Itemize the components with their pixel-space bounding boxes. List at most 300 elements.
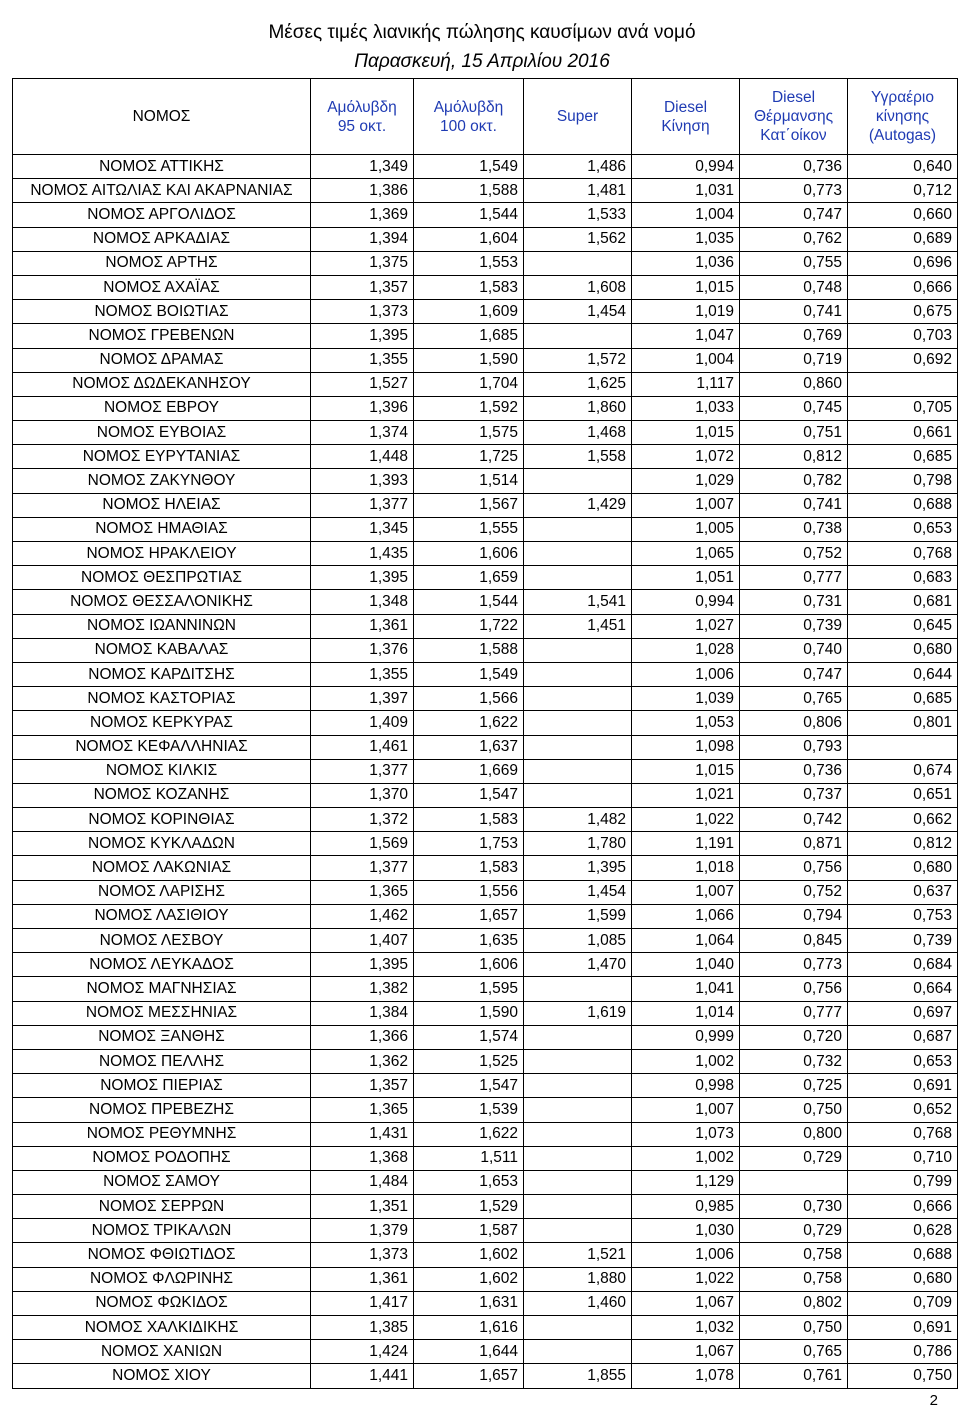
- cell-autogas: 0,712: [848, 179, 958, 203]
- cell-nomos-name: ΝΟΜΟΣ ΡΕΘΥΜΝΗΣ: [13, 1122, 311, 1146]
- cell-nomos-name: ΝΟΜΟΣ ΛΕΥΚΑΔΟΣ: [13, 953, 311, 977]
- table-row: [13, 614, 958, 638]
- cell-unleaded-100: 1,549: [414, 662, 524, 686]
- cell-unleaded-95: 1,397: [311, 687, 414, 711]
- cell-unleaded-100: 1,606: [414, 953, 524, 977]
- table-row: [13, 1170, 958, 1194]
- cell-nomos-name: ΝΟΜΟΣ ΚΕΦΑΛΛΗΝΙΑΣ: [13, 735, 311, 759]
- cell-nomos-name: ΝΟΜΟΣ ΣΑΜΟΥ: [13, 1170, 311, 1194]
- cell-autogas: 0,692: [848, 348, 958, 372]
- cell-unleaded-100: 1,583: [414, 856, 524, 880]
- cell-autogas: 0,661: [848, 421, 958, 445]
- cell-autogas: 0,666: [848, 1195, 958, 1219]
- cell-diesel-heating: 0,730: [740, 1195, 848, 1219]
- cell-autogas: 0,644: [848, 662, 958, 686]
- cell-autogas: 0,651: [848, 783, 958, 807]
- cell-unleaded-100: 1,602: [414, 1267, 524, 1291]
- cell-super: 1,860: [524, 396, 632, 420]
- table-row: [13, 179, 958, 203]
- cell-diesel-motion: 1,065: [632, 542, 740, 566]
- cell-unleaded-95: 1,374: [311, 421, 414, 445]
- table-row: [13, 759, 958, 783]
- cell-unleaded-100: 1,553: [414, 251, 524, 275]
- cell-super: 1,395: [524, 856, 632, 880]
- cell-super: 1,599: [524, 904, 632, 928]
- cell-nomos-name: ΝΟΜΟΣ ΗΡΑΚΛΕΙΟΥ: [13, 542, 311, 566]
- cell-diesel-heating: 0,762: [740, 227, 848, 251]
- cell-unleaded-100: 1,685: [414, 324, 524, 348]
- cell-nomos-name: ΝΟΜΟΣ ΠΕΛΛΗΣ: [13, 1049, 311, 1073]
- table-row: [13, 1243, 958, 1267]
- cell-unleaded-100: 1,511: [414, 1146, 524, 1170]
- cell-nomos-name: ΝΟΜΟΣ ΚΙΛΚΙΣ: [13, 759, 311, 783]
- cell-unleaded-95: 1,569: [311, 832, 414, 856]
- cell-diesel-heating: 0,860: [740, 372, 848, 396]
- cell-nomos-name: ΝΟΜΟΣ ΞΑΝΘΗΣ: [13, 1025, 311, 1049]
- cell-unleaded-100: 1,753: [414, 832, 524, 856]
- cell-nomos-name: ΝΟΜΟΣ ΦΛΩΡΙΝΗΣ: [13, 1267, 311, 1291]
- cell-unleaded-100: 1,657: [414, 904, 524, 928]
- cell-unleaded-95: 1,366: [311, 1025, 414, 1049]
- table-row: [13, 662, 958, 686]
- table-row: [13, 977, 958, 1001]
- cell-super: [524, 1025, 632, 1049]
- cell-diesel-heating: 0,800: [740, 1122, 848, 1146]
- cell-unleaded-100: 1,622: [414, 1122, 524, 1146]
- cell-unleaded-95: 1,394: [311, 227, 414, 251]
- cell-nomos-name: ΝΟΜΟΣ ΛΕΣΒΟΥ: [13, 929, 311, 953]
- cell-autogas: 0,750: [848, 1364, 958, 1388]
- cell-super: [524, 711, 632, 735]
- table-row: [13, 590, 958, 614]
- table-row: [13, 445, 958, 469]
- table-row: [13, 880, 958, 904]
- table-row: [13, 155, 958, 179]
- cell-autogas: 0,753: [848, 904, 958, 928]
- cell-diesel-motion: 1,053: [632, 711, 740, 735]
- cell-diesel-heating: 0,741: [740, 493, 848, 517]
- cell-autogas: 0,687: [848, 1025, 958, 1049]
- cell-diesel-motion: 1,129: [632, 1170, 740, 1194]
- cell-unleaded-95: 1,373: [311, 1243, 414, 1267]
- cell-super: [524, 977, 632, 1001]
- cell-autogas: 0,683: [848, 566, 958, 590]
- cell-diesel-heating: 0,747: [740, 662, 848, 686]
- cell-diesel-motion: 1,040: [632, 953, 740, 977]
- cell-diesel-motion: 1,029: [632, 469, 740, 493]
- cell-nomos-name: ΝΟΜΟΣ ΛΑΣΙΘΙΟΥ: [13, 904, 311, 928]
- cell-diesel-heating: 0,758: [740, 1243, 848, 1267]
- cell-unleaded-100: 1,539: [414, 1098, 524, 1122]
- cell-unleaded-100: 1,575: [414, 421, 524, 445]
- cell-super: [524, 1049, 632, 1073]
- cell-diesel-motion: 1,098: [632, 735, 740, 759]
- cell-unleaded-100: 1,635: [414, 929, 524, 953]
- cell-diesel-heating: 0,773: [740, 953, 848, 977]
- cell-autogas: 0,640: [848, 155, 958, 179]
- cell-diesel-heating: 0,756: [740, 856, 848, 880]
- table-row: [13, 856, 958, 880]
- cell-unleaded-100: 1,704: [414, 372, 524, 396]
- cell-nomos-name: ΝΟΜΟΣ ΑΡΓΟΛΙΔΟΣ: [13, 203, 311, 227]
- cell-diesel-heating: 0,752: [740, 542, 848, 566]
- cell-diesel-motion: 1,006: [632, 662, 740, 686]
- cell-unleaded-95: 1,407: [311, 929, 414, 953]
- cell-unleaded-95: 1,409: [311, 711, 414, 735]
- cell-unleaded-100: 1,587: [414, 1219, 524, 1243]
- cell-diesel-motion: 1,015: [632, 275, 740, 299]
- cell-super: 1,481: [524, 179, 632, 203]
- cell-unleaded-100: 1,669: [414, 759, 524, 783]
- cell-diesel-motion: 1,064: [632, 929, 740, 953]
- cell-nomos-name: ΝΟΜΟΣ ΕΥΡΥΤΑΝΙΑΣ: [13, 445, 311, 469]
- cell-diesel-motion: 1,047: [632, 324, 740, 348]
- cell-autogas: 0,801: [848, 711, 958, 735]
- cell-super: 1,558: [524, 445, 632, 469]
- cell-autogas: 0,674: [848, 759, 958, 783]
- cell-diesel-heating: 0,765: [740, 1340, 848, 1364]
- cell-nomos-name: ΝΟΜΟΣ ΚΕΡΚΥΡΑΣ: [13, 711, 311, 735]
- cell-diesel-motion: 1,014: [632, 1001, 740, 1025]
- cell-super: [524, 566, 632, 590]
- table-row: [13, 687, 958, 711]
- cell-diesel-motion: 1,007: [632, 493, 740, 517]
- cell-unleaded-95: 1,484: [311, 1170, 414, 1194]
- cell-unleaded-95: 1,395: [311, 324, 414, 348]
- cell-diesel-motion: 0,998: [632, 1074, 740, 1098]
- cell-autogas: 0,680: [848, 1267, 958, 1291]
- cell-super: [524, 783, 632, 807]
- cell-diesel-motion: 1,072: [632, 445, 740, 469]
- cell-unleaded-95: 1,361: [311, 1267, 414, 1291]
- cell-diesel-heating: 0,736: [740, 759, 848, 783]
- cell-unleaded-95: 1,365: [311, 1098, 414, 1122]
- cell-super: [524, 517, 632, 541]
- cell-unleaded-95: 1,357: [311, 1074, 414, 1098]
- cell-diesel-heating: 0,732: [740, 1049, 848, 1073]
- cell-super: 1,470: [524, 953, 632, 977]
- cell-autogas: 0,768: [848, 1122, 958, 1146]
- cell-super: 1,451: [524, 614, 632, 638]
- cell-unleaded-95: 1,384: [311, 1001, 414, 1025]
- cell-unleaded-100: 1,637: [414, 735, 524, 759]
- cell-diesel-heating: 0,806: [740, 711, 848, 735]
- cell-unleaded-95: 1,461: [311, 735, 414, 759]
- cell-super: [524, 638, 632, 662]
- table-row: [13, 808, 958, 832]
- cell-unleaded-100: 1,657: [414, 1364, 524, 1388]
- cell-unleaded-95: 1,355: [311, 662, 414, 686]
- cell-unleaded-100: 1,556: [414, 880, 524, 904]
- cell-nomos-name: ΝΟΜΟΣ ΧΑΛΚΙΔΙΚΗΣ: [13, 1316, 311, 1340]
- cell-nomos-name: ΝΟΜΟΣ ΑΧΑΪΑΣ: [13, 275, 311, 299]
- cell-super: [524, 1146, 632, 1170]
- cell-super: [524, 662, 632, 686]
- table-row: [13, 1098, 958, 1122]
- table-row: [13, 566, 958, 590]
- cell-unleaded-100: 1,566: [414, 687, 524, 711]
- cell-unleaded-95: 1,386: [311, 179, 414, 203]
- cell-diesel-motion: 1,007: [632, 880, 740, 904]
- cell-diesel-heating: 0,845: [740, 929, 848, 953]
- cell-diesel-heating: 0,739: [740, 614, 848, 638]
- cell-unleaded-95: 1,441: [311, 1364, 414, 1388]
- table-row: [13, 324, 958, 348]
- cell-nomos-name: ΝΟΜΟΣ ΔΩΔΕΚΑΝΗΣΟΥ: [13, 372, 311, 396]
- table-row: [13, 421, 958, 445]
- cell-super: 1,880: [524, 1267, 632, 1291]
- cell-unleaded-100: 1,644: [414, 1340, 524, 1364]
- cell-super: 1,460: [524, 1291, 632, 1315]
- cell-diesel-heating: 0,719: [740, 348, 848, 372]
- cell-nomos-name: ΝΟΜΟΣ ΡΟΔΟΠΗΣ: [13, 1146, 311, 1170]
- cell-nomos-name: ΝΟΜΟΣ ΑΡΚΑΔΙΑΣ: [13, 227, 311, 251]
- cell-autogas: 0,675: [848, 300, 958, 324]
- cell-unleaded-95: 1,369: [311, 203, 414, 227]
- table-row: [13, 348, 958, 372]
- cell-unleaded-100: 1,588: [414, 179, 524, 203]
- cell-nomos-name: ΝΟΜΟΣ ΤΡΙΚΑΛΩΝ: [13, 1219, 311, 1243]
- cell-diesel-heating: 0,737: [740, 783, 848, 807]
- cell-super: 1,541: [524, 590, 632, 614]
- cell-nomos-name: ΝΟΜΟΣ ΚΟΖΑΝΗΣ: [13, 783, 311, 807]
- cell-diesel-heating: 0,752: [740, 880, 848, 904]
- cell-super: [524, 1219, 632, 1243]
- cell-diesel-heating: 0,756: [740, 977, 848, 1001]
- cell-super: 1,454: [524, 880, 632, 904]
- cell-unleaded-100: 1,514: [414, 469, 524, 493]
- cell-unleaded-95: 1,365: [311, 880, 414, 904]
- cell-unleaded-95: 1,379: [311, 1219, 414, 1243]
- cell-diesel-motion: 1,039: [632, 687, 740, 711]
- cell-diesel-motion: 0,985: [632, 1195, 740, 1219]
- cell-nomos-name: ΝΟΜΟΣ ΑΙΤΩΛΙΑΣ ΚΑΙ ΑΚΑΡΝΑΝΙΑΣ: [13, 179, 311, 203]
- cell-diesel-heating: 0,725: [740, 1074, 848, 1098]
- cell-autogas: 0,652: [848, 1098, 958, 1122]
- cell-unleaded-100: 1,574: [414, 1025, 524, 1049]
- cell-diesel-motion: 1,035: [632, 227, 740, 251]
- cell-unleaded-100: 1,722: [414, 614, 524, 638]
- cell-diesel-motion: 1,004: [632, 348, 740, 372]
- cell-diesel-heating: 0,747: [740, 203, 848, 227]
- cell-diesel-heating: 0,748: [740, 275, 848, 299]
- cell-autogas: 0,645: [848, 614, 958, 638]
- cell-diesel-motion: 1,067: [632, 1340, 740, 1364]
- cell-super: 1,572: [524, 348, 632, 372]
- cell-nomos-name: ΝΟΜΟΣ ΛΑΚΩΝΙΑΣ: [13, 856, 311, 880]
- cell-unleaded-100: 1,616: [414, 1316, 524, 1340]
- cell-diesel-motion: 1,041: [632, 977, 740, 1001]
- table-row: [13, 1267, 958, 1291]
- cell-nomos-name: ΝΟΜΟΣ ΧΑΝΙΩΝ: [13, 1340, 311, 1364]
- table-row: [13, 638, 958, 662]
- cell-autogas: 0,685: [848, 687, 958, 711]
- cell-super: [524, 1122, 632, 1146]
- cell-super: [524, 1074, 632, 1098]
- cell-diesel-motion: 0,999: [632, 1025, 740, 1049]
- cell-super: [524, 1316, 632, 1340]
- cell-unleaded-100: 1,525: [414, 1049, 524, 1073]
- table-row: [13, 1364, 958, 1388]
- cell-nomos-name: ΝΟΜΟΣ ΑΡΤΗΣ: [13, 251, 311, 275]
- cell-nomos-name: ΝΟΜΟΣ ΜΑΓΝΗΣΙΑΣ: [13, 977, 311, 1001]
- cell-nomos-name: ΝΟΜΟΣ ΓΡΕΒΕΝΩΝ: [13, 324, 311, 348]
- table-row: [13, 372, 958, 396]
- cell-unleaded-100: 1,590: [414, 348, 524, 372]
- cell-super: [524, 324, 632, 348]
- cell-unleaded-95: 1,377: [311, 759, 414, 783]
- cell-unleaded-95: 1,431: [311, 1122, 414, 1146]
- cell-diesel-heating: 0,777: [740, 1001, 848, 1025]
- cell-diesel-motion: 1,002: [632, 1049, 740, 1073]
- cell-super: [524, 1340, 632, 1364]
- cell-autogas: 0,637: [848, 880, 958, 904]
- cell-diesel-motion: 1,015: [632, 421, 740, 445]
- cell-nomos-name: ΝΟΜΟΣ ΛΑΡΙΣΗΣ: [13, 880, 311, 904]
- cell-unleaded-95: 1,345: [311, 517, 414, 541]
- cell-super: [524, 542, 632, 566]
- cell-super: 1,521: [524, 1243, 632, 1267]
- table-row: [13, 396, 958, 420]
- cell-diesel-motion: 1,027: [632, 614, 740, 638]
- cell-diesel-heating: 0,758: [740, 1267, 848, 1291]
- table-row: [13, 469, 958, 493]
- cell-autogas: [848, 735, 958, 759]
- cell-diesel-motion: 1,015: [632, 759, 740, 783]
- cell-unleaded-95: 1,375: [311, 251, 414, 275]
- cell-unleaded-95: 1,355: [311, 348, 414, 372]
- cell-nomos-name: ΝΟΜΟΣ ΑΤΤΙΚΗΣ: [13, 155, 311, 179]
- cell-nomos-name: ΝΟΜΟΣ ΗΜΑΘΙΑΣ: [13, 517, 311, 541]
- cell-autogas: 0,653: [848, 1049, 958, 1073]
- cell-diesel-heating: 0,736: [740, 155, 848, 179]
- cell-diesel-heating: 0,729: [740, 1219, 848, 1243]
- cell-unleaded-95: 1,385: [311, 1316, 414, 1340]
- cell-diesel-motion: 1,033: [632, 396, 740, 420]
- cell-nomos-name: ΝΟΜΟΣ ΜΕΣΣΗΝΙΑΣ: [13, 1001, 311, 1025]
- cell-super: 1,625: [524, 372, 632, 396]
- cell-unleaded-95: 1,527: [311, 372, 414, 396]
- cell-unleaded-100: 1,725: [414, 445, 524, 469]
- cell-diesel-heating: 0,769: [740, 324, 848, 348]
- document-title: Μέσες τιμές λιανικής πώλησης καυσίμων ανά νομό: [268, 22, 696, 43]
- cell-unleaded-100: 1,555: [414, 517, 524, 541]
- cell-autogas: 0,660: [848, 203, 958, 227]
- cell-autogas: 0,786: [848, 1340, 958, 1364]
- cell-super: 1,780: [524, 832, 632, 856]
- cell-diesel-motion: 1,067: [632, 1291, 740, 1315]
- cell-super: 1,562: [524, 227, 632, 251]
- cell-nomos-name: ΝΟΜΟΣ ΧΙΟΥ: [13, 1364, 311, 1388]
- cell-diesel-heating: 0,750: [740, 1316, 848, 1340]
- cell-diesel-motion: 1,073: [632, 1122, 740, 1146]
- cell-unleaded-95: 1,348: [311, 590, 414, 614]
- column-header-nomos: ΝΟΜΟΣ: [13, 79, 311, 155]
- cell-diesel-heating: 0,765: [740, 687, 848, 711]
- cell-diesel-motion: 1,021: [632, 783, 740, 807]
- cell-diesel-motion: 1,036: [632, 251, 740, 275]
- cell-super: 1,608: [524, 275, 632, 299]
- cell-unleaded-95: 1,377: [311, 856, 414, 880]
- cell-nomos-name: ΝΟΜΟΣ ΦΘΙΩΤΙΔΟΣ: [13, 1243, 311, 1267]
- cell-nomos-name: ΝΟΜΟΣ ΚΥΚΛΑΔΩΝ: [13, 832, 311, 856]
- cell-autogas: 0,680: [848, 638, 958, 662]
- column-header-super: Super: [524, 79, 632, 155]
- cell-autogas: 0,653: [848, 517, 958, 541]
- cell-autogas: 0,798: [848, 469, 958, 493]
- cell-super: 1,482: [524, 808, 632, 832]
- table-row: [13, 832, 958, 856]
- cell-nomos-name: ΝΟΜΟΣ ΒΟΙΩΤΙΑΣ: [13, 300, 311, 324]
- cell-unleaded-100: 1,595: [414, 977, 524, 1001]
- table-row: [13, 1049, 958, 1073]
- cell-diesel-heating: 0,745: [740, 396, 848, 420]
- cell-unleaded-95: 1,370: [311, 783, 414, 807]
- cell-autogas: 0,697: [848, 1001, 958, 1025]
- cell-super: 1,468: [524, 421, 632, 445]
- cell-diesel-heating: 0,742: [740, 808, 848, 832]
- table-row: [13, 1340, 958, 1364]
- cell-diesel-heating: 0,740: [740, 638, 848, 662]
- cell-super: [524, 1098, 632, 1122]
- cell-unleaded-100: 1,592: [414, 396, 524, 420]
- cell-diesel-motion: 1,066: [632, 904, 740, 928]
- table-row: [13, 953, 958, 977]
- cell-unleaded-95: 1,372: [311, 808, 414, 832]
- cell-nomos-name: ΝΟΜΟΣ ΕΒΡΟΥ: [13, 396, 311, 420]
- cell-nomos-name: ΝΟΜΟΣ ΚΑΣΤΟΡΙΑΣ: [13, 687, 311, 711]
- cell-diesel-heating: 0,802: [740, 1291, 848, 1315]
- cell-diesel-motion: 1,078: [632, 1364, 740, 1388]
- cell-super: [524, 759, 632, 783]
- cell-diesel-motion: 1,006: [632, 1243, 740, 1267]
- cell-diesel-heating: 0,773: [740, 179, 848, 203]
- cell-autogas: 0,681: [848, 590, 958, 614]
- cell-super: 1,533: [524, 203, 632, 227]
- column-header-autogas: Υγραέριο κίνησης (Autogas): [848, 79, 958, 155]
- cell-autogas: [848, 372, 958, 396]
- column-header-diesel-heating: Diesel Θέρμανσης Κατ΄οίκον: [740, 79, 848, 155]
- cell-nomos-name: ΝΟΜΟΣ ΕΥΒΟΙΑΣ: [13, 421, 311, 445]
- cell-nomos-name: ΝΟΜΟΣ ΠΡΕΒΕΖΗΣ: [13, 1098, 311, 1122]
- cell-unleaded-95: 1,368: [311, 1146, 414, 1170]
- cell-diesel-motion: 1,022: [632, 808, 740, 832]
- cell-diesel-heating: 0,738: [740, 517, 848, 541]
- cell-diesel-motion: 1,051: [632, 566, 740, 590]
- cell-nomos-name: ΝΟΜΟΣ ΚΑΡΔΙΤΣΗΣ: [13, 662, 311, 686]
- cell-autogas: 0,685: [848, 445, 958, 469]
- cell-autogas: 0,703: [848, 324, 958, 348]
- cell-diesel-motion: 0,994: [632, 590, 740, 614]
- cell-diesel-heating: 0,793: [740, 735, 848, 759]
- table-body: [13, 155, 958, 1389]
- table-header-row: [13, 79, 958, 155]
- cell-unleaded-95: 1,362: [311, 1049, 414, 1073]
- cell-diesel-heating: 0,812: [740, 445, 848, 469]
- table-row: [13, 783, 958, 807]
- cell-diesel-motion: 1,004: [632, 203, 740, 227]
- cell-super: [524, 1195, 632, 1219]
- table-row: [13, 542, 958, 566]
- table-row: [13, 1316, 958, 1340]
- table-row: [13, 929, 958, 953]
- table-row: [13, 1025, 958, 1049]
- cell-autogas: 0,688: [848, 493, 958, 517]
- cell-diesel-motion: 1,032: [632, 1316, 740, 1340]
- cell-unleaded-95: 1,357: [311, 275, 414, 299]
- cell-diesel-heating: 0,751: [740, 421, 848, 445]
- table-row: [13, 227, 958, 251]
